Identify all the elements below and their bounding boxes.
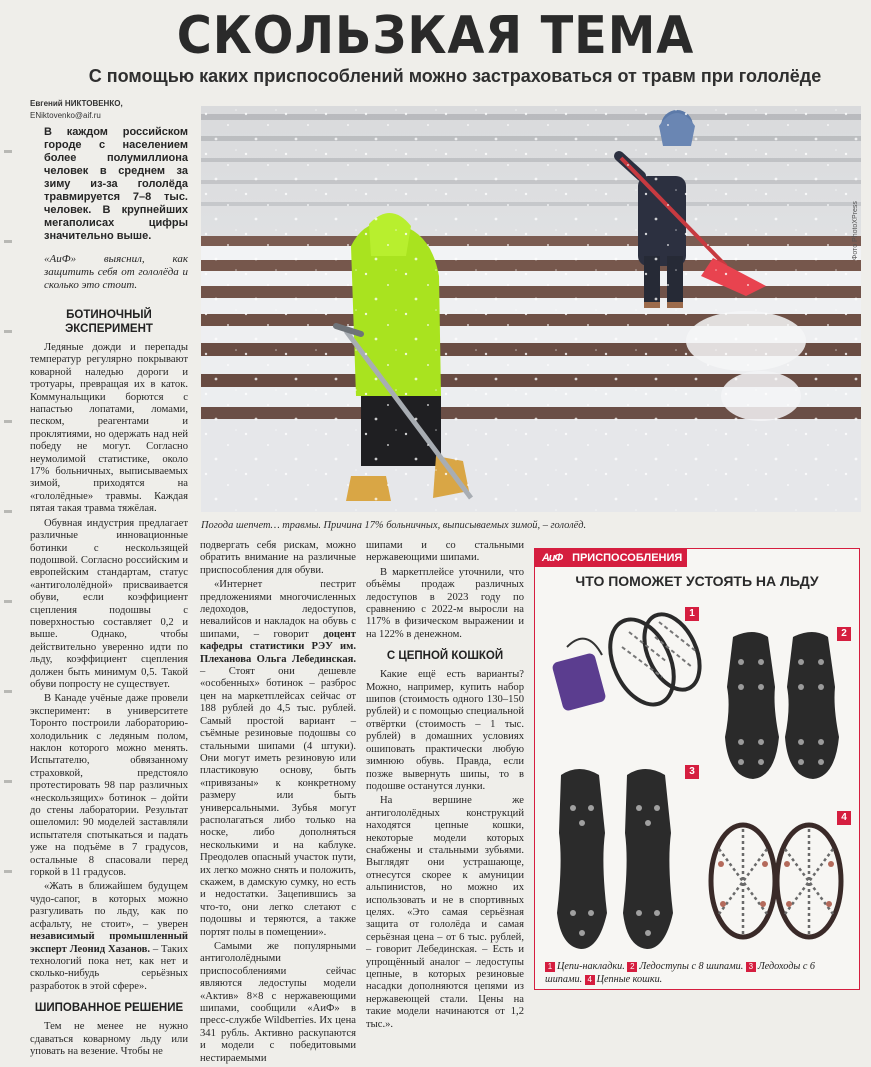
intro-paragraph: «АиФ» выяснил, как защитить себя от гололёда и сколько это стоит. bbox=[44, 253, 188, 291]
lead-paragraph: В каждом российском городе с населением более полумиллиона человек в среднем за зиму из-за гололёда травмируется 7–8 тыс. человек. В крупнейших мегаполисах цифры значительно выше. bbox=[44, 126, 188, 242]
article-photo bbox=[201, 106, 861, 512]
item-number-3: 3 bbox=[685, 765, 699, 779]
photo-snowy-steps bbox=[201, 106, 861, 512]
binder-hole bbox=[4, 510, 12, 513]
photo-caption: Погода шепчет… травмы. Причина 17% больничных, выписываемых зимой, – гололёд. bbox=[201, 520, 587, 531]
column-2 bbox=[200, 540, 356, 1067]
expert-name: доцент кафедры статистики РЭУ им. Плеханова Ольга Лебединская. bbox=[200, 628, 356, 665]
quote-end: – Таких технологий пока нет, как нет и сколько-нибудь серьёзных разработок в этой сфере». bbox=[30, 943, 189, 992]
item-number-1: 1 bbox=[685, 607, 699, 621]
binder-hole bbox=[4, 600, 12, 603]
six-spike-walkers-image bbox=[549, 763, 689, 953]
section-title-boots: БОТИНОЧНЫЙ ЭКСПЕРИМЕНТ bbox=[65, 309, 153, 335]
byline bbox=[30, 98, 190, 122]
photo-credit: Фото PhotoXPress bbox=[852, 201, 859, 260]
section-title-spikes: ШИПОВАННОЕ РЕШЕНИЕ bbox=[34, 1002, 184, 1015]
author-name: Евгений НИКТОВЕНКО, bbox=[30, 99, 123, 108]
binder-hole bbox=[4, 690, 12, 693]
quote-start: «Интернет пестрит предложениями многочисленных ледоходов, ледоступов, невалийсов и накладок на обувь с шипами, – говорит bbox=[200, 579, 356, 640]
col2-quote-paragraph bbox=[200, 579, 356, 939]
binder-hole bbox=[4, 420, 12, 423]
binder-hole bbox=[4, 330, 12, 333]
quote-end: – Стоят они дешевле «особенных» ботинок – разброс цен на маркетплейсах сейчас от 188 рублей до 4,5 тыс. рублей. Самый простой вариант – съёмные резиновые подошвы со стальными шипами (4 штуки). Они могут иметь резиновую или пластиковую основу, быть «привязаны» к конкретному размеру или быть универсальными. Зубья могут располагаться либо только на носке, либо дополняться несколькими и на каблуке. Преодолев опасный участок пути, их легко можно снять и положить, скажем, в дамскую сумку, но есть и недостатки. Зацепившись за что-то, они легко слетают с подошвы и теряются, а также портят полы в помещении». bbox=[200, 666, 356, 938]
col3-paragraph: В маркетплейсе уточнили, что объёмы продаж различных ледоступов в 2023 году по сравнению с 2022-м выросли на 117% в физическом выражении и на 122% в денежном. bbox=[366, 566, 524, 640]
chain-crampons-image bbox=[701, 819, 851, 949]
aif-logo: АиФ bbox=[541, 552, 563, 564]
sidebar-title: ЧТО ПОМОЖЕТ УСТОЯТЬ НА ЛЬДУ bbox=[575, 573, 819, 589]
binder-hole bbox=[4, 150, 12, 153]
chain-overshoes-image bbox=[547, 607, 707, 717]
eight-spike-grips-image bbox=[713, 627, 853, 787]
col1-paragraph: Тем не менее не нужно сдаваться коварному льду или уповать на везение. Чтобы не bbox=[30, 1021, 188, 1057]
sidebar-legend bbox=[545, 961, 851, 986]
rubric-tag bbox=[535, 549, 687, 567]
column-1 bbox=[30, 126, 188, 1060]
col2-paragraph: Самыми же популярными антигололёдными приспособлениями сейчас являются ледоступы модели «Актив» 8×8 с нержавеющими шипами, сообщили «АиФ» в пресс-службе Wildberries. Их цена 341 рубль. Активно раскупаются и модели с победитовыми нестираемыми bbox=[200, 941, 356, 1064]
col2-paragraph: подвергать себя рискам, можно обратить внимание на различные приспособления для обуви. bbox=[200, 540, 356, 576]
binder-hole bbox=[4, 780, 12, 783]
legend-item: 4 Цепные кошки. bbox=[585, 974, 663, 985]
col3-paragraph: Какие ещё есть варианты? Можно, например, купить набор шипов (стоимость одного 130–150 рублей) и с помощью специальной отвёртки (стоимость – 1 тыс. рублей) в домашних условиях ошиповать практически любую зимнюю обувь. Правда, если позже вывернуть шипы, то в подошве останутся лунки. bbox=[366, 669, 524, 792]
expert-name: независимый промышленный эксперт Леонид Хазанов. bbox=[30, 931, 188, 955]
column-3 bbox=[366, 540, 524, 1033]
rubric-label: ПРИСПОСОБЛЕНИЯ bbox=[572, 552, 683, 564]
col3-paragraph: На вершине же антигололёдных конструкций находятся цепные кошки, некоторые модели которых снабжены и стальными зубьями. Выглядят они устрашающе, отнесутся скорее к амуниции альпинистов, но можно их использовать и не в спортивных целях. «Это самая серьёзная защита от гололёда и самая серьёзная цена – от 6 тыс. рублей, – говорит Лебединская. – Есть и упрощённый аналог – ледоступы цепные, в которых резиновые насадки дополняются цепями из нержавеющей стали. Цены на такие модели начинаются от 1,2 тыс.». bbox=[366, 795, 524, 1030]
item-number-2: 2 bbox=[837, 627, 851, 641]
section-title-chain: С ЦЕПНОЙ КОШКОЙ bbox=[386, 650, 504, 663]
col3-paragraph: шипами и со стальными нержавеющими шипами. bbox=[366, 540, 524, 564]
item-number-4: 4 bbox=[837, 811, 851, 825]
legend-item: 2 Ледоступы с 8 шипами. bbox=[627, 961, 743, 972]
legend-item: 1 Цепи-накладки. bbox=[545, 961, 625, 972]
author-email[interactable]: ENiktovenko@aif.ru bbox=[30, 111, 101, 120]
binder-hole bbox=[4, 240, 12, 243]
sidebar-infographic bbox=[534, 548, 860, 990]
quote-start: «Жать в ближайшем будущем чудо-сапог, в которых можно разгуливать по льду, как по асфальту, не стоит», – уверен bbox=[30, 881, 188, 930]
col1-quote-paragraph bbox=[30, 881, 188, 993]
col1-paragraph: В Канаде учёные даже провели эксперимент: в университете Торонто построили лабораторию-холодильник с ледяным полом, наклон которого можно менять. Испытателю, обвязанному страховкой, предстояло протестировать 98 пар различных «нескользящих» ботинок – дойти до стены лаборатории. Результат ошеломил: 90 моделей заставляли испытателя спотыкаться и падать уже на подъёме в 7 градусов, остальные 8 спасовали перед горкой в 11 градусов. bbox=[30, 693, 188, 879]
legend-item: 3 Ледоходы с 6 шипами. bbox=[545, 961, 816, 985]
headline: СКОЛЬЗКАЯ ТЕМА bbox=[176, 6, 695, 66]
col1-paragraph: Обувная индустрия предлагает различные инновационные ботинки с нескользящей подошвой. Согласно российским и европейским стандартам, статус «антигололёдной» присваивается обуви, если коэффициент сцепления подошвы с поверхностью составляет 0,2 и выше. Однако, чтобы действительно уверенно идти по льду, коэффициент сцепления должен быть минимум 0,5. Такой обуви попросту не существует. bbox=[30, 517, 188, 690]
col1-paragraph: Ледяные дожди и перепады температур регулярно покрывают коварной наледью дороги и тротуары, превращая их в каток. Коммунальщики борются с напастью лопатами, ломами, песком, реагентами и проклятиями, но одержать над ней победу не могут. Согласно неумолимой статистике, около 17% больничных, выписываемых зимой, приходятся на «гололёдные» травмы. Каждая пятая такая травма тяжёлая. bbox=[30, 342, 188, 515]
binder-hole bbox=[4, 870, 12, 873]
subheadline: С помощью каких приспособлений можно застраховаться от травм при гололёде bbox=[88, 66, 822, 86]
